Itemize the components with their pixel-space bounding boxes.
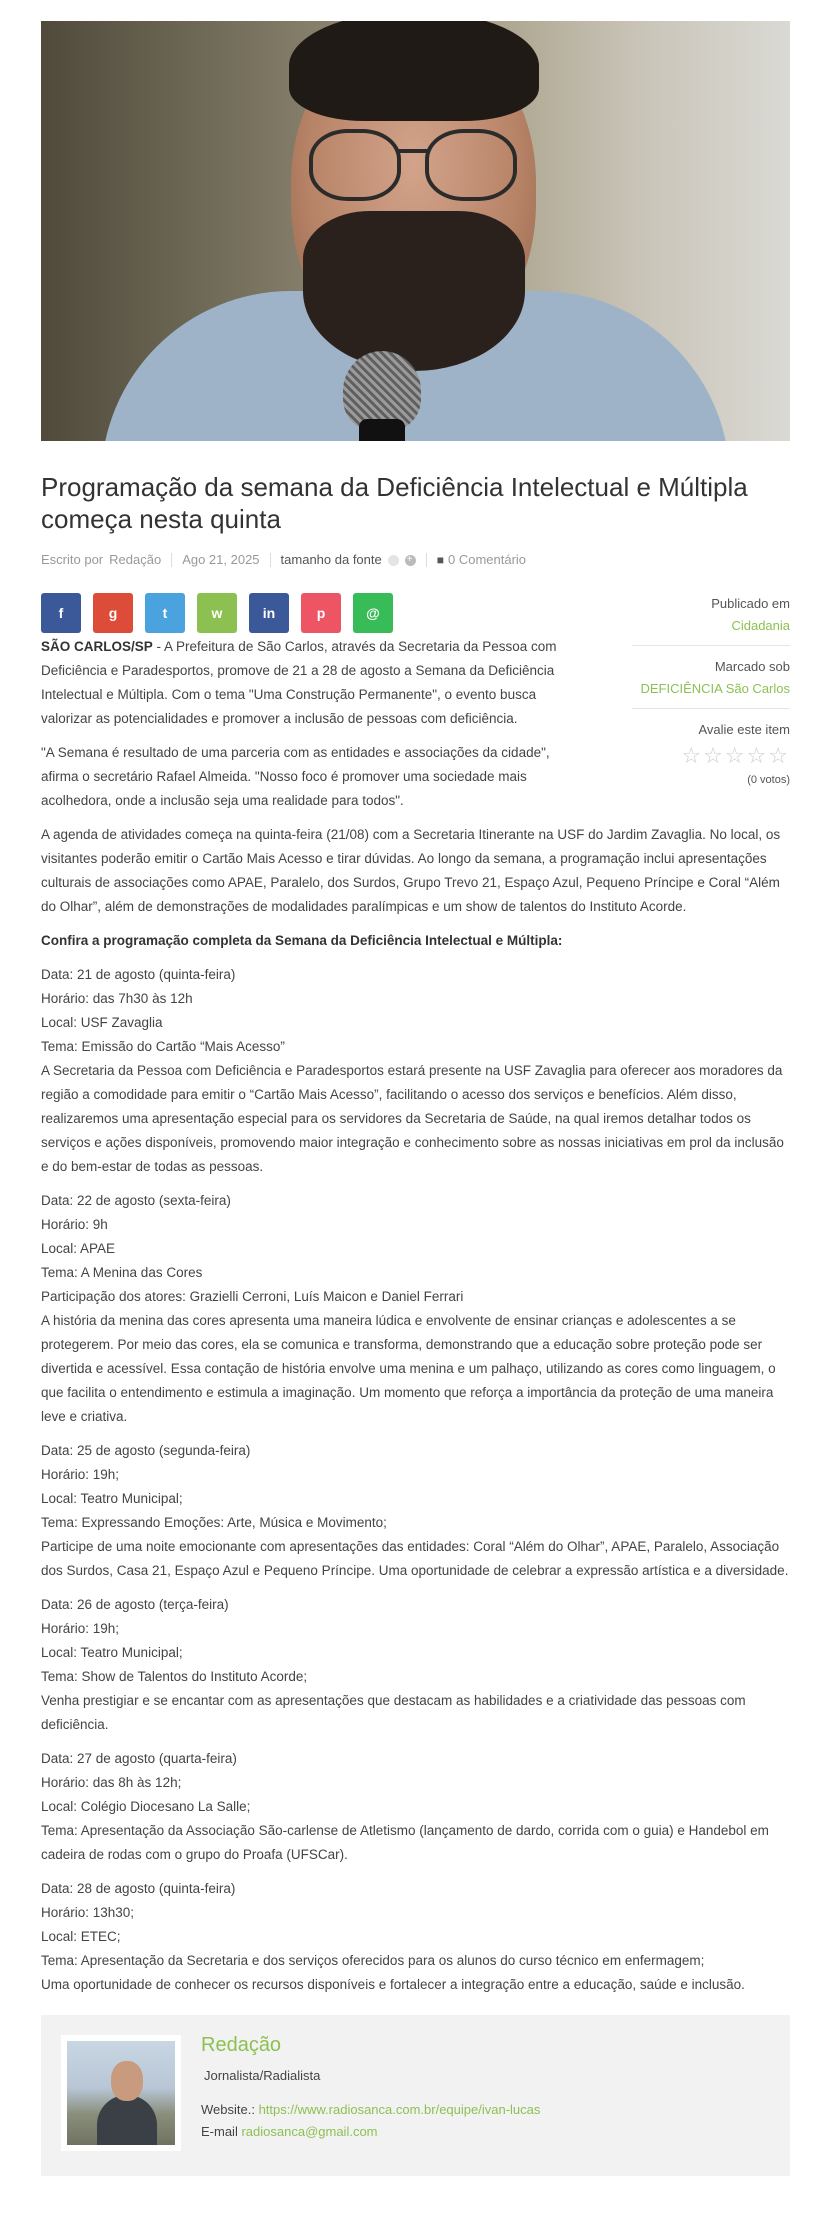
comment-icon: ■	[436, 553, 444, 567]
written-by-label: Escrito por	[41, 552, 104, 567]
published-in-block	[632, 593, 790, 646]
pinterest-icon: p	[316, 605, 326, 621]
meta-divider	[426, 553, 427, 567]
rate-label: Avalie este item	[698, 722, 790, 737]
day-line: Horário: 19h;	[41, 1467, 120, 1482]
share-google-plus-button[interactable]	[93, 593, 133, 633]
meta-divider	[171, 553, 172, 567]
day-block	[41, 1439, 790, 1583]
whatsapp-icon: w	[211, 605, 223, 621]
star-icon[interactable]: ☆	[681, 743, 704, 768]
day-block	[41, 1189, 790, 1429]
author-link[interactable]: Redação	[109, 552, 162, 567]
day-line: Data: 26 de agosto (terça-feira)	[41, 1597, 229, 1612]
day-block	[41, 1747, 790, 1867]
share-email-button[interactable]	[353, 593, 393, 633]
day-description: A Secretaria da Pessoa com Deficiência e Paradesportos estará presente na USF Zavaglia para oferecer aos moradores da região a comodidade para emitir o “Cartão Mais Acesso”, facilitando o acesso dos serviços e benefícios. Além disso, realizaremos uma apresentação especial para os servidores da Secretaria de Saúde, na qual iremos detalhar todos os serviços e ações disponíveis, promovendo maior integração e conhecimento sobre as nossas iniciativas em prol da inclusão e do bem-estar de todas as pessoas.	[41, 1063, 784, 1174]
author-name-link[interactable]: Redação	[201, 2034, 282, 2056]
program-heading: Confira a programação completa da Semana da Deficiência Intelectual e Múltipla:	[41, 933, 563, 948]
day-line: Local: Teatro Municipal;	[41, 1491, 183, 1506]
email-label: E-mail	[201, 2124, 238, 2139]
day-description: A história da menina das cores apresenta uma maneira lúdica e envolvente de ensinar crianças e adolescentes a se protegerem. Por meio das cores, ela se comunica e transforma, demonstrando que a educação sobre proteção pode ser divertida e acessível. Essa contação de história envolve uma menina e um palhaço, utilizando as cores como linguagem, o que facilita o entendimento e estimula a imaginação. Um momento que reforça a importância da proteção de uma maneira leve e criativa.	[41, 1313, 776, 1424]
author-avatar	[61, 2035, 181, 2151]
meta-divider	[270, 553, 271, 567]
font-size-label: tamanho da fonte	[280, 552, 382, 567]
day-description: Tema: Apresentação da Associação São-carlense de Atletismo (lançamento de dardo, corrida com o guia) e Handebol em cadeira de rodas com o grupo do Proafa (UFSCar).	[41, 1823, 769, 1862]
share-pinterest-button[interactable]	[301, 593, 341, 633]
day-line: Participação dos atores: Grazielli Cerroni, Luís Maicon e Daniel Ferrari	[41, 1289, 464, 1304]
star-icon[interactable]: ☆	[746, 743, 769, 768]
share-facebook-button[interactable]	[41, 593, 81, 633]
category-link[interactable]: Cidadania	[731, 618, 790, 633]
star-icon[interactable]: ☆	[724, 743, 747, 768]
day-line: Data: 27 de agosto (quarta-feira)	[41, 1751, 237, 1766]
lead-place: SÃO CARLOS/SP	[41, 639, 153, 654]
day-line: Local: Colégio Diocesano La Salle;	[41, 1799, 251, 1814]
twitter-icon: t	[162, 605, 168, 621]
google-plus-icon: g	[108, 605, 118, 621]
rating-stars[interactable]	[632, 743, 790, 769]
share-linkedin-button[interactable]	[249, 593, 289, 633]
website-label: Website.:	[201, 2102, 255, 2117]
article-container	[41, 21, 790, 2176]
article-title: Programação da semana da Deficiência Intelectual e Múltipla começa nesta quinta	[41, 472, 748, 534]
day-line: Horário: das 8h às 12h;	[41, 1775, 182, 1790]
tags-link[interactable]: DEFICIÊNCIA São Carlos	[640, 681, 790, 696]
day-description: Uma oportunidade de conhecer os recursos disponíveis e fortalecer a integração entre a educação, saúde e inclusão.	[41, 1977, 745, 1992]
day-line: Horário: 13h30;	[41, 1905, 135, 1920]
day-line: Horário: 19h;	[41, 1621, 120, 1636]
facebook-icon: f	[58, 605, 64, 621]
website-link[interactable]: https://www.radiosanca.com.br/equipe/ivan-lucas	[258, 2102, 541, 2117]
comments-link[interactable]: 0 Comentário	[448, 552, 527, 567]
quote-paragraph: "A Semana é resultado de uma parceria com as entidades e associações da cidade", afirma o secretário Rafael Almeida. "Nosso foco é promover uma sociedade mais acolhedora, onde a inclusão seja uma realidade para todos".	[41, 745, 550, 808]
author-role: Jornalista/Radialista	[204, 2068, 321, 2083]
day-block	[41, 1593, 790, 1737]
article-sidebar	[632, 593, 790, 791]
email-link[interactable]: radiosanca@gmail.com	[241, 2124, 378, 2139]
lead-paragraph	[41, 635, 566, 731]
day-line: Local: USF Zavaglia	[41, 1015, 163, 1030]
day-line: Horário: 9h	[41, 1217, 108, 1232]
tagged-block	[632, 656, 790, 709]
article-content	[41, 593, 790, 1997]
font-decrease-button[interactable]	[388, 555, 399, 566]
email-icon: @	[366, 605, 380, 621]
day-line: Tema: A Menina das Cores	[41, 1265, 203, 1280]
article-meta	[41, 549, 790, 571]
article-hero-image	[41, 21, 790, 441]
day-line: Tema: Expressando Emoções: Arte, Música e Movimento;	[41, 1515, 387, 1530]
font-increase-button[interactable]	[405, 555, 416, 566]
day-block	[41, 963, 790, 1179]
tagged-label: Marcado sob	[714, 659, 790, 674]
share-twitter-button[interactable]	[145, 593, 185, 633]
publish-date: Ago 21, 2025	[182, 552, 260, 567]
day-line: Local: APAE	[41, 1241, 116, 1256]
day-line: Local: ETEC;	[41, 1929, 121, 1944]
day-line: Data: 21 de agosto (quinta-feira)	[41, 967, 236, 982]
day-line: Data: 25 de agosto (segunda-feira)	[41, 1443, 251, 1458]
author-box	[41, 2015, 790, 2176]
day-description: Venha prestigiar e se encantar com as apresentações que destacam as habilidades e a criatividade das pessoas com deficiência.	[41, 1693, 746, 1732]
day-line: Tema: Show de Talentos do Instituto Acorde;	[41, 1669, 308, 1684]
day-line: Tema: Emissão do Cartão “Mais Acesso”	[41, 1039, 285, 1054]
agenda-paragraph: A agenda de atividades começa na quinta-feira (21/08) com a Secretaria Itinerante na USF do Jardim Zavaglia. No local, os visitantes poderão emitir o Cartão Mais Acesso e tirar dúvidas. Ao longo da semana, a programação inclui apresentações culturais de associações como APAE, Paralelo, dos Surdos, Grupo Trevo 21, Espaço Azul, Pequeno Príncipe e Coral “Além do Olhar”, além de demonstrações de modalidades paralímpicas e um show de talentos do Instituto Acorde.	[41, 827, 781, 914]
lead-text: - A Prefeitura de São Carlos, através da Secretaria da Pessoa com Deficiência e Paradesportos, promove de 21 a 28 de agosto a Semana da Deficiência Intelectual e Múltipla. Com o tema "Uma Construção Permanente", o evento busca valorizar as potencialidades e promover a inclusão de pessoas com deficiência.	[41, 639, 557, 726]
day-line: Data: 22 de agosto (sexta-feira)	[41, 1193, 231, 1208]
day-block	[41, 1877, 790, 1997]
share-whatsapp-button[interactable]	[197, 593, 237, 633]
published-in-label: Publicado em	[711, 596, 790, 611]
day-line: Horário: das 7h30 às 12h	[41, 991, 193, 1006]
day-line: Local: Teatro Municipal;	[41, 1645, 183, 1660]
star-icon[interactable]: ☆	[768, 743, 790, 768]
day-line: Tema: Apresentação da Secretaria e dos serviços oferecidos para os alunos do curso técnico em enfermagem;	[41, 1953, 705, 1968]
day-description: Participe de uma noite emocionante com apresentações das entidades: Coral “Além do Olhar”, APAE, Paralelo, Associação dos Surdos, Casa 21, Espaço Azul e Pequeno Príncipe. Uma oportunidade de celebrar a expressão artística e a diversidade.	[41, 1539, 789, 1578]
votes-count: (0 votos)	[747, 774, 790, 786]
author-info	[201, 2031, 540, 2143]
author-email	[201, 2121, 540, 2143]
author-website	[201, 2099, 540, 2121]
article-body	[41, 635, 790, 1997]
linkedin-icon: in	[262, 605, 276, 621]
day-line: Data: 28 de agosto (quinta-feira)	[41, 1881, 236, 1896]
rating-block	[632, 719, 790, 791]
star-icon[interactable]: ☆	[703, 743, 725, 768]
